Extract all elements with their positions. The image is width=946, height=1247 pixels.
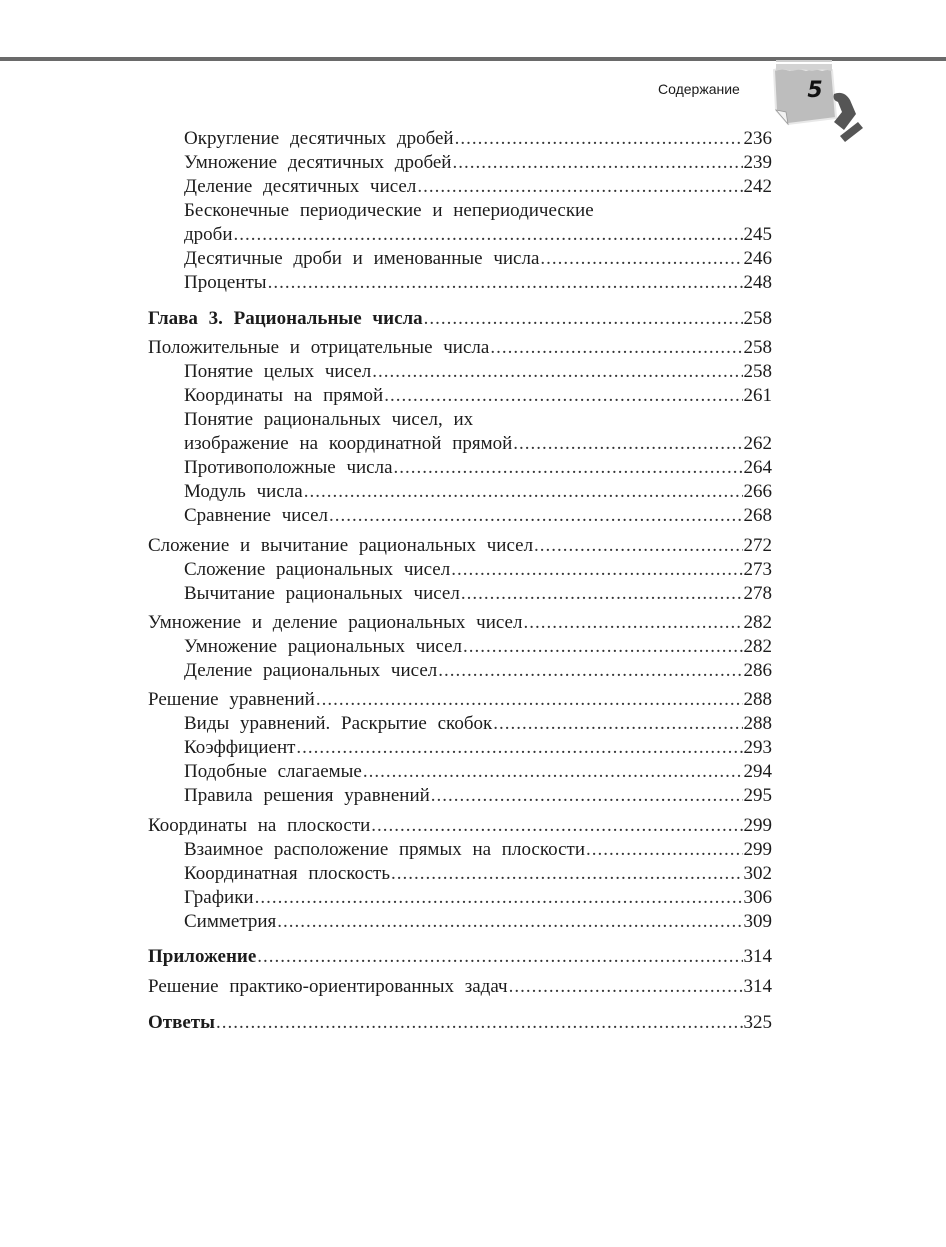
dot-leader xyxy=(371,814,742,838)
dot-leader xyxy=(268,271,743,295)
dot-leader xyxy=(509,975,743,999)
toc-entry[interactable] xyxy=(184,223,772,247)
running-title: Содержание xyxy=(658,81,740,97)
toc-entry[interactable] xyxy=(184,582,772,606)
dot-leader xyxy=(513,432,742,456)
toc-entry-page: 245 xyxy=(743,224,772,245)
dot-leader xyxy=(384,384,742,408)
toc-entry[interactable] xyxy=(184,712,772,736)
toc-entry-page: 314 xyxy=(743,946,772,967)
toc-entry[interactable] xyxy=(184,456,772,480)
toc-chapter[interactable] xyxy=(148,307,772,331)
toc-entry[interactable] xyxy=(184,271,772,295)
toc-entry-page: 299 xyxy=(743,839,772,860)
dot-leader xyxy=(296,736,742,760)
toc-entry-page: 242 xyxy=(743,176,772,197)
toc-entry-page: 236 xyxy=(743,128,772,149)
toc-entry-title: Сложение и вычитание рациональных чисел xyxy=(148,535,534,556)
dot-leader xyxy=(463,635,743,659)
toc-entry-title: Коэффициент xyxy=(184,737,296,758)
dot-leader xyxy=(372,360,742,384)
dot-leader xyxy=(234,223,743,247)
toc-entry-title: Десятичные дроби и именованные числа xyxy=(184,248,540,269)
page-badge-icon xyxy=(762,58,872,148)
toc-entry-title: Решение практико-ориентированных задач xyxy=(148,976,508,997)
toc-entry-page: 282 xyxy=(743,612,772,633)
toc-entry-title: Противоположные числа xyxy=(184,457,393,478)
toc-entry-page: 239 xyxy=(743,152,772,173)
toc-entry-title: Сложение рациональных чисел xyxy=(184,559,451,580)
toc-entry-title-line1: Понятие рациональных чисел, их xyxy=(184,409,474,430)
toc-entry-page: 325 xyxy=(743,1012,772,1033)
toc-entry-page: 266 xyxy=(743,481,772,502)
toc-entry[interactable] xyxy=(184,175,772,199)
toc-entry[interactable] xyxy=(184,558,772,582)
toc-entry-page: 268 xyxy=(743,505,772,526)
dot-leader xyxy=(417,175,742,199)
toc-entry-title: Координаты на плоскости xyxy=(148,815,371,836)
toc-entry[interactable] xyxy=(184,151,772,175)
dot-leader xyxy=(304,480,743,504)
dot-leader xyxy=(455,127,743,151)
dot-leader xyxy=(534,534,742,558)
toc-entry-page: 302 xyxy=(743,863,772,884)
toc-entry[interactable] xyxy=(184,432,772,456)
toc-entry-title: Проценты xyxy=(184,272,267,293)
toc-entry[interactable] xyxy=(184,838,772,862)
dot-leader xyxy=(424,307,743,331)
toc-entry-page: 288 xyxy=(743,713,772,734)
toc-entry-title: Умножение десятичных дробей xyxy=(184,152,452,173)
toc-section[interactable] xyxy=(148,814,772,838)
toc-section[interactable] xyxy=(148,975,772,999)
toc-entry-title: Умножение и деление рациональных чисел xyxy=(148,612,523,633)
toc-entry[interactable] xyxy=(184,659,772,683)
toc-chapter[interactable] xyxy=(148,945,772,969)
toc-entry-title: Виды уравнений. Раскрытие скобок xyxy=(184,713,493,734)
toc-entry[interactable] xyxy=(184,504,772,528)
toc-entry-title: Координаты на прямой xyxy=(184,385,384,406)
toc-entry-title: Приложение xyxy=(148,946,257,967)
toc-entry-title: Координатная плоскость xyxy=(184,863,391,884)
toc-entry-title: дроби xyxy=(184,224,233,245)
toc-entry-page: 306 xyxy=(743,887,772,908)
dot-leader xyxy=(493,712,742,736)
toc-entry-page: 258 xyxy=(743,308,772,329)
dot-leader xyxy=(452,151,742,175)
toc-entry-page: 258 xyxy=(743,337,772,358)
page-number: 5 xyxy=(807,78,823,103)
toc-entry-title: Ответы xyxy=(148,1012,215,1033)
dot-leader xyxy=(216,1011,743,1035)
toc-entry-title: изображение на координатной прямой xyxy=(184,433,513,454)
dot-leader xyxy=(255,886,743,910)
toc-entry-page: 293 xyxy=(743,737,772,758)
toc-entry-page: 246 xyxy=(743,248,772,269)
toc-section[interactable] xyxy=(148,688,772,712)
dot-leader xyxy=(586,838,742,862)
toc-section[interactable] xyxy=(148,534,772,558)
dot-leader xyxy=(451,558,742,582)
toc-entry-page: 299 xyxy=(743,815,772,836)
toc-entry-title: Вычитание рациональных чисел xyxy=(184,583,460,604)
toc-entry[interactable] xyxy=(184,736,772,760)
toc-entry-title: Правила решения уравнений xyxy=(184,785,430,806)
toc-entry-page: 295 xyxy=(743,785,772,806)
toc-entry-title: Умножение рациональных чисел xyxy=(184,636,462,657)
toc-entry-page: 264 xyxy=(743,457,772,478)
toc-entry[interactable] xyxy=(184,886,772,910)
dot-leader xyxy=(329,504,742,528)
toc-entry-title: Взаимное расположение прямых на плоскости xyxy=(184,839,586,860)
toc-entry-page: 262 xyxy=(743,433,772,454)
dot-leader xyxy=(277,910,742,934)
dot-leader xyxy=(523,611,742,635)
toc-entry-title: Сравнение чисел xyxy=(184,505,329,526)
toc-section[interactable] xyxy=(148,611,772,635)
toc-entry[interactable] xyxy=(184,760,772,784)
toc-entry-page: 248 xyxy=(743,272,772,293)
dot-leader xyxy=(540,247,742,271)
toc-entry[interactable] xyxy=(184,910,772,934)
dot-leader xyxy=(363,760,743,784)
toc-entry-page: 288 xyxy=(743,689,772,710)
toc-entry[interactable] xyxy=(184,862,772,886)
toc-entry-page: 273 xyxy=(743,559,772,580)
dot-leader xyxy=(431,784,743,808)
toc-entry-title: Деление рациональных чисел xyxy=(184,660,438,681)
toc-entry-page: 286 xyxy=(743,660,772,681)
dot-leader xyxy=(391,862,742,886)
dot-leader xyxy=(316,688,743,712)
toc-entry[interactable] xyxy=(184,127,772,151)
toc-entry-title: Положительные и отрицательные числа xyxy=(148,337,490,358)
toc-entry-page: 309 xyxy=(743,911,772,932)
toc-entry-title: Округление десятичных дробей xyxy=(184,128,454,149)
toc-entry-title: Симметрия xyxy=(184,911,277,932)
toc-entry-page: 261 xyxy=(743,385,772,406)
toc-entry-title: Понятие целых чисел xyxy=(184,361,372,382)
dot-leader xyxy=(490,336,742,360)
toc-entry[interactable] xyxy=(184,384,772,408)
dot-leader xyxy=(394,456,743,480)
toc-entry[interactable] xyxy=(184,360,772,384)
toc-entry-title: Модуль числа xyxy=(184,481,303,502)
toc-entry-title: Решение уравнений xyxy=(148,689,315,710)
toc-entry-title: Глава 3. Рациональные числа xyxy=(148,308,423,329)
toc-entry-title: Деление десятичных чисел xyxy=(184,176,417,197)
toc-entry-page: 314 xyxy=(743,976,772,997)
toc-entry-title: Подобные слагаемые xyxy=(184,761,362,782)
toc-entry-page: 294 xyxy=(743,761,772,782)
toc-entry-page: 282 xyxy=(743,636,772,657)
toc-chapter[interactable] xyxy=(148,1011,772,1035)
toc-entry[interactable] xyxy=(184,784,772,808)
toc-entry-page: 258 xyxy=(743,361,772,382)
toc-entry-title-line1: Бесконечные периодические и непериодические xyxy=(184,200,594,221)
toc-entry[interactable] xyxy=(184,480,772,504)
dot-leader xyxy=(257,945,742,969)
toc-section[interactable] xyxy=(148,336,772,360)
toc-entry[interactable] xyxy=(184,247,772,271)
dot-leader xyxy=(438,659,742,683)
toc-entry-page: 278 xyxy=(743,583,772,604)
toc-entry[interactable] xyxy=(184,635,772,659)
toc-entry-title: Графики xyxy=(184,887,254,908)
dot-leader xyxy=(461,582,743,606)
toc-entry-page: 272 xyxy=(743,535,772,556)
